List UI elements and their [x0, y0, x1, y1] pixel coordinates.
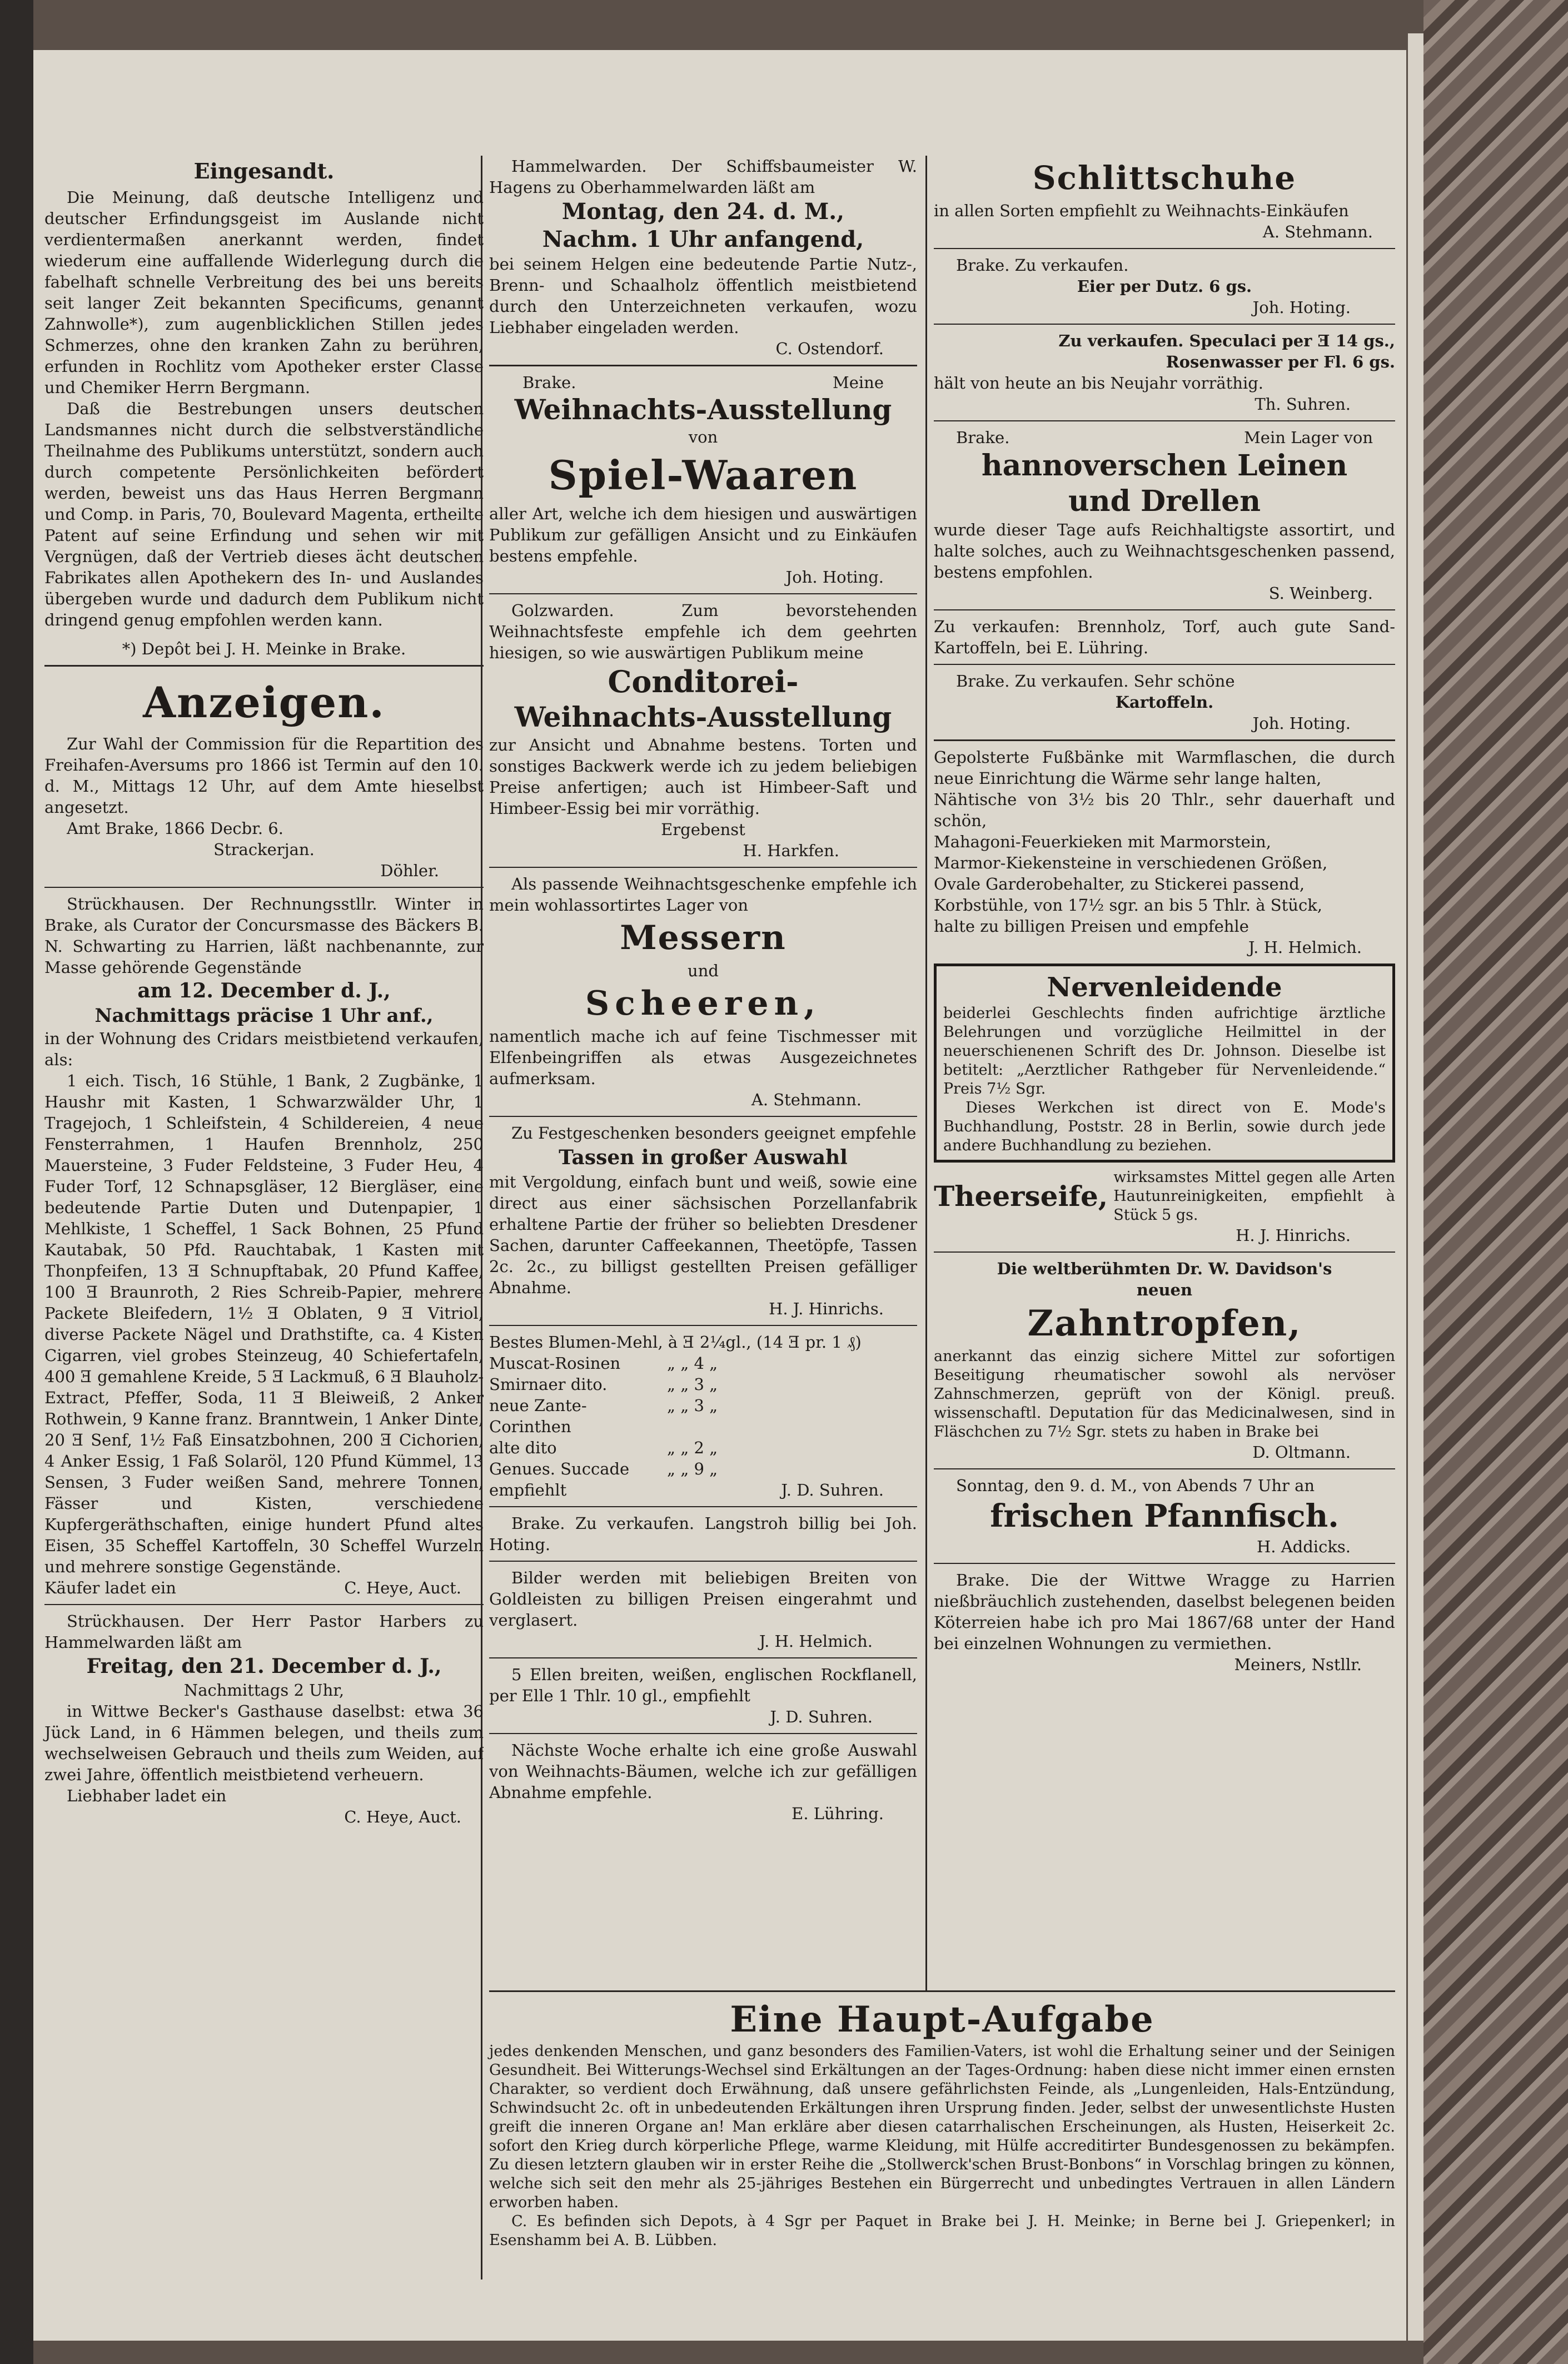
divider [44, 665, 484, 667]
divider [934, 420, 1395, 421]
ad-text: und [688, 961, 719, 980]
price-value: „ „ 9 „ [667, 1459, 718, 1478]
ad-signature: H. Harkfen. [743, 841, 839, 860]
price-head: Bestes Blumen-Mehl, à Ǝ 2¼gl., (14 Ǝ pr. 1 ₰) [489, 1333, 862, 1352]
ad-signature: C. Heye, Auct. [344, 1807, 461, 1826]
divider [489, 1657, 917, 1658]
ad-place: Amt Brake, 1866 Decbr. 6. [67, 819, 283, 838]
ad-text: mit Vergoldung, einfach bunt und weiß, sowie eine direct aus einer sächsischen Porzellanfabrik erhaltene Partie der früher so beliebten Dresdener Sachen, darunter Caffeekannen, Theetöpfe, Tassen 2c. 2c., zu billigst gestellten Preisen gefälliger Abnahme. [489, 1173, 917, 1297]
ad-text: in der Wohnung des Cridars meistbietend verkaufen, als: [44, 1029, 484, 1069]
ad-closing: empfiehlt [489, 1481, 567, 1499]
ad-text: Golzwarden. Zum bevorstehenden Weihnachtsfeste empfehle ich dem geehrten hiesigen, so wie auswärtigen Publikum meine [489, 601, 917, 662]
ad-headline: Tassen in großer Auswahl [559, 1146, 848, 1169]
ad-signature: Strackerjan. [213, 840, 315, 859]
ad-text: Hammelwarden. Der Schiffsbaumeister W. Hagens zu Oberhammelwarden läßt am [489, 157, 917, 197]
divider [489, 1506, 917, 1507]
ad-text: beiderlei Geschlechts finden aufrichtige ärztliche Belehrungen und vorzügliche Heilmittel in der neuerschienenen Schrift des Dr. Johnson. Dieselbe ist betitelt: „Aerztlicher Rathgeber für Nervenleidende.“ Preis 7½ Sgr. [943, 1005, 1386, 1097]
ad-signature: Joh. Hoting. [785, 568, 884, 587]
ad-headline: Weihnachts-Ausstellung [514, 701, 892, 733]
ad-headline: Conditorei- [608, 664, 799, 699]
divider [489, 867, 917, 868]
price-item: neue Zante-Corinthen [489, 1396, 587, 1436]
ad-text: zur Ansicht und Abnahme bestens. Torten und sonstiges Backwerk werde ich zu jedem beliebigen Preise anfertigen; auch ist Himbeer-Saft und Himbeer-Essig bei mir vorräthig. [489, 736, 917, 818]
ad-headline: hannoverschen Leinen [981, 449, 1348, 483]
divider [489, 593, 917, 594]
ad-list-item: Mahagoni-Feuerkieken mit Marmorstein, [934, 832, 1271, 851]
page-edge [1408, 33, 1423, 2341]
ad-text: von [688, 428, 718, 446]
ad-headline: Messern [620, 918, 787, 957]
ad-date: Montag, den 24. d. M., [561, 198, 845, 225]
marbled-cover [1423, 0, 1568, 2364]
eingesandt-paragraph: Die Meinung, daß deutsche Intelligenz und deutscher Erfindungsgeist im Auslande nicht verdientermaßen anerkannt werden, findet wiederum eine auffallende Widerlegung durch die fabelhaft schnelle Verbreitung des bei uns bereits seit langer Zeit bekannten Specificums, genannt Zahnwolle*), zum augenblicklichen Stillen jedes Schmerzes, ohne den kranken Zahn zu berühren, erfunden in Rochlitz vom Apotheker erster Classe und Chemiker Herrn Bergmann. [44, 188, 484, 397]
ad-text: in allen Sorten empfiehlt zu Weihnachts-Einkäufen [934, 201, 1349, 220]
ad-item: Kartoffeln. [1115, 693, 1214, 712]
book-binding [0, 0, 33, 2364]
ad-text: Als passende Weihnachtsgeschenke empfehle ich mein wohlassortirtes Lager von [489, 875, 917, 915]
ad-text: hält von heute an bis Neujahr vorräthig. [934, 374, 1264, 393]
eingesandt-title: Eingesandt. [193, 158, 335, 183]
ad-signature: J. H. Helmich. [1248, 938, 1362, 957]
ad-signature: J. H. Helmich. [759, 1632, 873, 1651]
ad-headline: und Drellen [1068, 484, 1261, 518]
divider [934, 1251, 1395, 1253]
divider [489, 1116, 917, 1117]
divider [489, 1990, 1395, 1992]
ad-text: in Wittwe Becker's Gasthause daselbst: etwa 36 Jück Land, in 6 Hämmen belegen, und theils zum wechselweisen Gebrauch und theils zum Weiden, auf zwei Jahre, öffentlich meistbietend verheuern. [44, 1702, 484, 1784]
ad-text: Sonntag, den 9. d. M., von Abends 7 Uhr an [956, 1476, 1315, 1495]
ad-text: Brake. Zu verkaufen. Sehr schöne [956, 672, 1235, 691]
price-item: Genues. Succade [489, 1459, 630, 1478]
ad-list: 1 eich. Tisch, 16 Stühle, 1 Bank, 2 Zugbänke, 1 Haushr mit Kasten, 1 Schwarzwälder Uhr, 1 Tragejoch, 1 Schleifstein, 4 Schildereien, 4 neue Fensterrahmen, 1 Haufen Brennholz, 250 Mauersteine, 3 Fuder Feldsteine, 3 Fuder Heu, 4 Fuder Torf, 12 Schnapsgläser, 12 Biergläser, eine bedeutende Partie Duten und Dutenpapier, 1 Mehlkiste, 1 Scheffel, 1 Sack Bohnen, 25 Pfund Kautabak, 50 Pfd. Rauchtabak, 1 Kasten mit Thonpfeifen, 13 Ǝ Schnupftabak, 20 Pfund Kaffee, 100 Ǝ Braunroth, 2 Ries Schreib-Papier, mehrere Packete Bleifedern, 1½ Ǝ Oblaten, 9 Ǝ Vitriol, diverse Packete Nägel und Drathstifte, ca. 4 Kisten Cigarren, viel grobes Steinzeug, 40 Schiefertafeln, 400 Ǝ gemahlene Kreide, 5 Ǝ Lackmuß, 6 Ǝ Blauholz-Extract, Pfeffer, Soda, 11 Ǝ Bleiweiß, 2 Anker Rothwein, 9 Kanne franz. Branntwein, 1 Anker Dinte, 20 Ǝ Senf, 1½ Faß Einsatzbohnen, 200 Ǝ Cichorien, 4 Anker Essig, 1 Faß Solaröl, 120 Pfund Kümmel, 13 Sensen, 3 Fuder weißen Sand, mehrere Tonnen, Fässer und Kisten, verschiedene Kupfergeräthschaften, einige hundert Pfund altes Eisen, 35 Scheffel Kartoffeln, 30 Scheffel Wurzeln und mehrere sonstige Gegenstände. [44, 1071, 484, 1576]
divider [934, 739, 1395, 741]
price-row [489, 1437, 917, 1458]
ad-signature: A. Stehmann. [751, 1090, 862, 1109]
ad-list-item: Marmor-Kiekensteine in verschiedenen Größen, [934, 853, 1328, 872]
left-column [33, 156, 484, 2324]
price-item: alte dito [489, 1438, 557, 1457]
ad-time: Nachm. 1 Uhr anfangend, [542, 226, 864, 252]
ad-text: Brake. Zu verkaufen. [956, 256, 1129, 275]
divider [934, 248, 1395, 249]
price-row [489, 1353, 917, 1374]
ad-text: Nächste Woche erhalte ich eine große Auswahl von Weihnachts-Bäumen, welche ich zur gefälligen Abnahme empfehle. [489, 1741, 917, 1802]
divider [934, 1563, 1395, 1564]
price-value: „ „ 4 „ [667, 1354, 718, 1373]
ad-text: Brake. Zu verkaufen. Langstroh billig bei Joh. Hoting. [489, 1514, 917, 1554]
ad-signature: C. Heye, Auct. [344, 1578, 461, 1597]
ad-headline: Spiel-Waaren [548, 451, 858, 499]
ad-signature: H. Addicks. [1257, 1537, 1351, 1556]
ad-text: namentlich mache ich auf feine Tischmesser mit Elfenbeingriffen als etwas Ausgezeichnetes aufmerksam. [489, 1027, 917, 1088]
ad-item: Rosenwasser per Fl. 6 gs. [1166, 352, 1395, 371]
ad-signature: E. Lühring. [792, 1804, 884, 1823]
anzeigen-title: Anzeigen. [143, 678, 385, 727]
ad-signature: C. Ostendorf. [775, 339, 884, 358]
ad-list-item: Nähtische von 3½ bis 20 Thlr., sehr dauerhaft und schön, [934, 790, 1395, 830]
ad-signature: A. Stehmann. [1262, 222, 1373, 241]
ad-headline: Weihnachts-Ausstellung [514, 393, 892, 426]
ad-text: Zu Festgeschenken besonders geeignet empfehle [511, 1124, 917, 1143]
ad-closing: Liebhaber ladet ein [67, 1786, 227, 1805]
ad-headline: Theerseife, [934, 1180, 1108, 1213]
ad-time: Nachmittags 2 Uhr, [183, 1681, 345, 1700]
ad-text: Strückhausen. Der Herr Pastor Harbers zu Hammelwarden läßt am [44, 1612, 484, 1652]
ad-text: Zu verkaufen: Brennholz, Torf, auch gute Sand-Kartoffeln, bei E. Lühring. [934, 617, 1395, 657]
price-row [489, 1374, 917, 1395]
ad-list-item: Korbstühle, von 17½ sgr. an bis 5 Thlr. à Stück, [934, 896, 1323, 915]
framed-ad [934, 964, 1395, 1163]
ad-item: Eier per Dutz. 6 gs. [1077, 277, 1252, 296]
ad-text: bei seinem Helgen eine bedeutende Partie Nutz-, Brenn- und Schaalholz öffentlich meistbietend durch den Unterzeichneten verkaufen, wozu Liebhaber eingeladen werden. [489, 255, 917, 337]
newspaper-page [33, 50, 1406, 2341]
ad-text: Brake. Die der Wittwe Wragge zu Harrien nießbräuchlich zustehenden, daselbst belegenen beiden Köterreien habe ich pro Mai 1867/68 unter der Hand bei einzelnen Wohnungen zu vermiethen. [934, 1571, 1395, 1653]
ad-text: Zur Wahl der Commission für die Repartition des Freihafen-Aversums pro 1866 ist Termin auf den 10. d. M., Mittags 12 Uhr, auf dem Amte hieselbst angesetzt. [44, 734, 484, 817]
ad-text: Meine [833, 373, 884, 392]
ad-text: anerkannt das einzig sichere Mittel zur sofortigen Beseitigung rheumatischer sowohl als nervöser Zahnschmerzen, geprüft von der Königl. preuß. wissenschaftl. Deputation für das Medicinalwesen, sind in Fläschchen zu 7½ Sgr. stets zu haben in Brake bei [934, 1348, 1395, 1441]
price-value: „ „ 3 „ [667, 1375, 718, 1394]
ad-signature: Meiners, Nstllr. [1234, 1655, 1362, 1674]
ad-text: Dieses Werkchen ist direct von E. Mode's Buchhandlung, Poststr. 28 in Berlin, sowie durch jede andere Buchhandlung zu beziehen. [943, 1099, 1386, 1154]
ad-signature: H. J. Hinrichs. [1236, 1226, 1351, 1245]
price-item: Smirnaer dito. [489, 1375, 608, 1394]
ad-closing: Käufer ladet ein [44, 1578, 176, 1597]
price-value: „ „ 2 „ [667, 1438, 718, 1457]
ad-list-item: Gepolsterte Fußbänke mit Warmflaschen, die durch neue Einrichtung die Wärme sehr lange halten, [934, 748, 1395, 788]
ad-headline: Scheeren, [585, 984, 822, 1023]
ad-text: jedes denkenden Menschen, und ganz besonders des Familien-Vaters, ist wohl die Erhaltung seiner und der Seinigen Gesundheit. Bei Witterungs-Wechsel sind Erkältungen an der Tages-Ordnung: haben diese nicht immer einen ernsten Charakter, so verdient doch Erwähnung, daß unsere gefährlichsten Feinde, als „Lungenleiden, Hals-Entzündung, Schwindsucht 2c. oft in unbedeutenden Erkältungen ihren Ursprung finden. Jeder, selbst der unwesentlichste Husten greift die inneren Organe an! Man erkläre aber diesen catarrhalischen Erscheinungen, als Husten, Heiserkeit 2c. sofort den Krieg durch körperliche Pflege, warme Kleidung, mit Hülfe accreditirter Bundesgenossen zu bekämpfen. Zu diesen letztern glauben wir in erster Reihe die „Stollwerck'schen Brust-Bonbons“ in Vorschlag bringen zu können, welche sich seit den mehr als 25-jähriges Bestehen ein Bürgerrecht und unbedingtes Vertrauen in allen Ländern erworben haben. [489, 2043, 1395, 2211]
divider [489, 1733, 917, 1734]
ad-headline: frischen Pfannfisch. [990, 1498, 1339, 1534]
ad-text: halte zu billigen Preisen und empfehle [934, 917, 1249, 936]
ad-signature: Th. Suhren. [1255, 395, 1351, 414]
divider [934, 664, 1395, 665]
ad-signature: Döhler. [380, 861, 439, 880]
ad-place: Brake. [956, 428, 1010, 447]
ad-signature: D. Oltmann. [1252, 1443, 1351, 1462]
ad-text: wurde dieser Tage aufs Reichhaltigste assortirt, und halte solches, auch zu Weihnachtsgeschenken passend, bestens empfohlen. [934, 520, 1395, 582]
divider [489, 365, 917, 366]
ad-place: Brake. [522, 373, 576, 392]
ad-signature: H. J. Hinrichs. [769, 1299, 884, 1318]
ad-text: C. Es befinden sich Depots, à 4 Sgr per Paquet in Brake bei J. H. Meinke; in Berne bei J. Griepenkerl; in Esenshamm bei A. B. Lübben. [489, 2213, 1395, 2249]
ad-time: Nachmittags präcise 1 Uhr anf., [94, 1005, 434, 1027]
price-list [489, 1353, 917, 1479]
divider [934, 609, 1395, 610]
ad-text: Ergebenst [661, 820, 745, 839]
right-column [934, 156, 1395, 1985]
ad-date: am 12. December d. J., [137, 979, 391, 1002]
divider [44, 887, 484, 888]
ad-date: Freitag, den 21. December d. J., [86, 1655, 442, 1678]
price-row [489, 1458, 917, 1479]
wide-ad [489, 1985, 1395, 2250]
ad-headline: Schlittschuhe [1032, 159, 1297, 197]
price-value: „ „ 3 „ [667, 1396, 718, 1415]
ad-headline: Zahntropfen, [1027, 1303, 1302, 1344]
ad-text: Strückhausen. Der Rechnungsstllr. Winter in Brake, als Curator der Concursmasse des Bäckers B. N. Schwarting zu Harrien, läßt nachbenannte, zur Masse gehörende Gegenstände [44, 895, 484, 977]
ad-text: 5 Ellen breiten, weißen, englischen Rockflanell, per Elle 1 Thlr. 10 gl., empfiehlt [489, 1665, 917, 1705]
ad-signature: J. D. Suhren. [781, 1481, 884, 1499]
ad-item: Zu verkaufen. Speculaci per Ǝ 14 gs., [1058, 331, 1395, 350]
ad-headline: Eine Haupt-Aufgabe [730, 1999, 1154, 2040]
divider [44, 1604, 484, 1605]
ad-text: Bilder werden mit beliebigen Breiten von Goldleisten zu billigen Preisen eingerahmt und verglasert. [489, 1568, 917, 1630]
ad-text: neuen [1136, 1280, 1193, 1299]
ad-text: wirksamstes Mittel gegen alle Arten Hautunreinigkeiten, empfiehlt à Stück 5 gs. [1113, 1169, 1395, 1224]
column-rule [925, 156, 927, 1990]
ad-signature: Joh. Hoting. [1252, 714, 1351, 733]
divider [489, 1561, 917, 1562]
divider [489, 1325, 917, 1326]
ad-list-item: Ovale Garderobehalter, zu Stickerei passend, [934, 875, 1305, 893]
ad-signature: J. D. Suhren. [770, 1707, 873, 1726]
divider [934, 1468, 1395, 1469]
ad-text: Mein Lager von [1244, 428, 1373, 447]
eingesandt-paragraph: Daß die Bestrebungen unsers deutschen Landsmannes nicht durch die selbstverständliche Theilnahme des Publikums unterstützt, sondern auch durch competente Persönlichkeiten befördert werden, beweist uns das Haus Herren Bergmann und Comp. in Paris, 70, Boulevard Magenta, ertheilte Patent auf seine Erfindung und sehen wir mit Vergnügen, daß der Vertrieb dieses ächt deutschen Fabrikates allen Apothekern des In- und Auslandes übergeben wurde und dadurch dem Publikum nicht dringend genug empfohlen werden kann. [44, 399, 484, 629]
ad-text: Die weltberühmten Dr. W. Davidson's [997, 1259, 1332, 1278]
price-row [489, 1395, 917, 1437]
divider [934, 324, 1395, 325]
ad-headline: Nervenleidende [1047, 972, 1282, 1003]
ad-signature: Joh. Hoting. [1252, 298, 1351, 317]
ad-signature: S. Weinberg. [1268, 584, 1373, 603]
footnote: *) Depôt bei J. H. Meinke in Brake. [122, 639, 406, 658]
ad-text: aller Art, welche ich dem hiesigen und auswärtigen Publikum zur gefälligen Ansicht und zu Einkäufen bestens empfehle. [489, 504, 917, 565]
price-item: Muscat-Rosinen [489, 1354, 621, 1373]
